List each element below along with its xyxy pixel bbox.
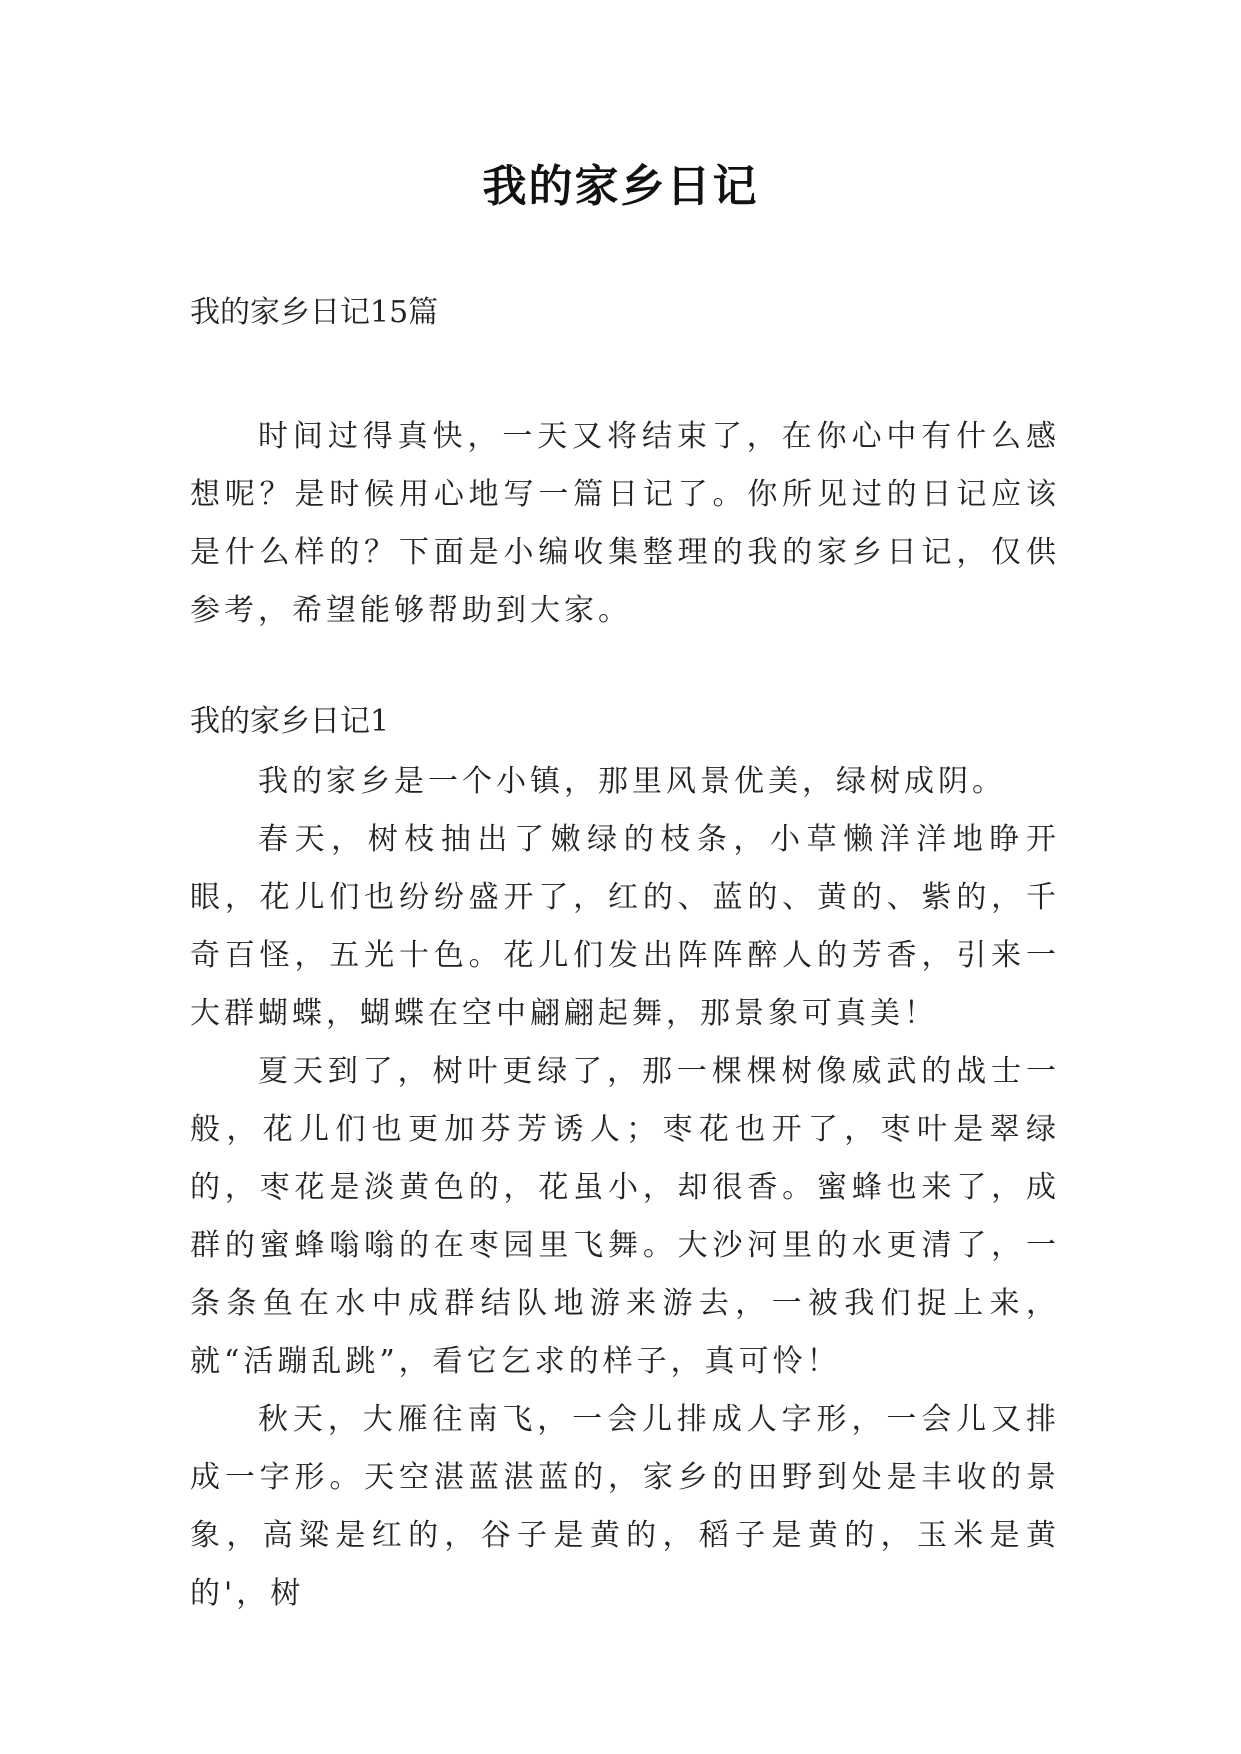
intro-paragraph: 时间过得真快，一天又将结束了，在你心中有什么感想呢？是时候用心地写一篇日记了。你所见过的日记应该是什么样的？下面是小编收集整理的我的家乡日记，仅供参考，希望能够帮助到大家。	[190, 419, 1060, 628]
body-paragraph: 秋天，大雁往南飞，一会儿排成人字形，一会儿又排成一字形。天空湛蓝湛蓝的，家乡的田野到处是丰收的景象，高粱是红的，谷子是黄的，稻子是黄的，玉米是黄的'，树	[190, 1402, 1060, 1611]
document-subtitle: 我的家乡日记15篇	[190, 295, 439, 330]
body-paragraph: 我的家乡是一个小镇，那里风景优美，绿树成阴。	[258, 764, 1006, 799]
body-paragraph: 夏天到了，树叶更绿了，那一棵棵树像威武的战士一般，花儿们也更加芬芳诱人；枣花也开了，枣叶是翠绿的，枣花是淡黄色的，花虽小，却很香。蜜蜂也来了，成群的蜜蜂嗡嗡的在枣园里飞舞。大沙河里的水更清了，一条条鱼在水中成群结队地游来游去，一被我们捉上来，就“活蹦乱跳”，看它乞求的样子，真可怜！	[190, 1054, 1060, 1379]
body-paragraph: 春天，树枝抽出了嫩绿的枝条，小草懒洋洋地睁开眼，花儿们也纷纷盛开了，红的、蓝的、黄的、紫的，千奇百怪，五光十色。花儿们发出阵阵醉人的芳香，引来一大群蝴蝶，蝴蝶在空中翩翩起舞，那景象可真美！	[190, 822, 1060, 1031]
page-title: 我的家乡日记	[482, 161, 759, 212]
section-heading: 我的家乡日记1	[190, 704, 390, 739]
diary-body	[190, 753, 1060, 1623]
